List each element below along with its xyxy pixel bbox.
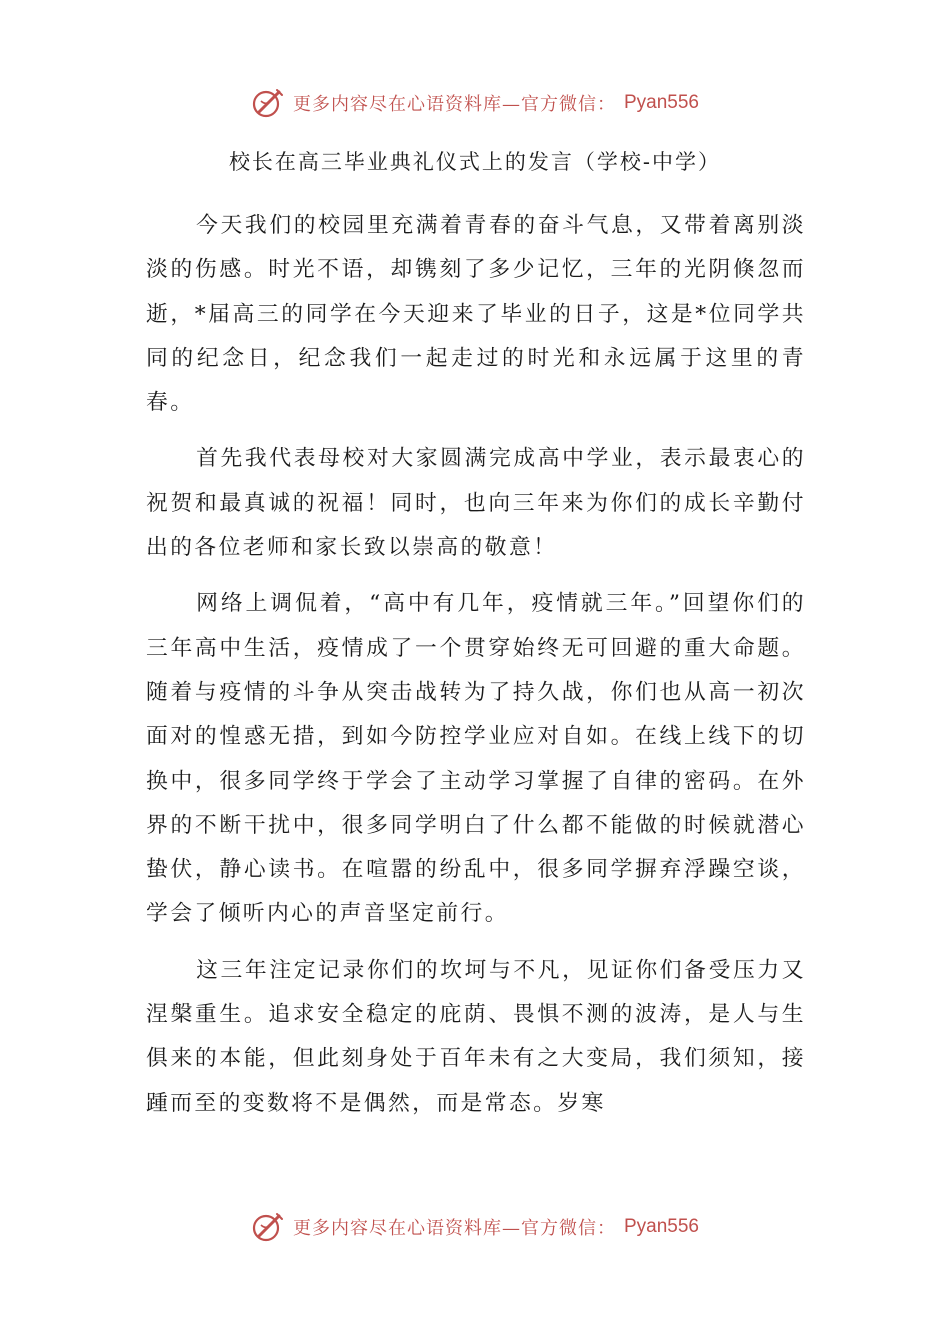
pen-logo-icon [251,86,285,120]
watermark-wechat-id: Pyan556 [623,92,699,113]
watermark-text: 更多内容尽在心语资料库—官方微信： [292,1218,616,1239]
paragraph: 网络上调侃着，“高中有几年，疫情就三年。”回望你们的三年高中生活，疫情成了一个贯穿始终无可回避的重大命题。随着与疫情的斗争从突击战转为了持久战，你们也从高一初次面对的惶惑无措，到如今防控学业应对自如。在线上线下的切换中，很多同学终于学会了主动学习掌握了自律的密码。在外界的不断干扰中，很多同学明白了什么都不能做的时候就潜心蛰伏，静心读书。在喧嚣的纷乱中，很多同学摒弃浮躁空谈，学会了倾听内心的声音坚定前行。 [146,591,806,927]
watermark-text: 更多内容尽在心语资料库—官方微信： [292,94,616,115]
paragraph: 今天我们的校园里充满着青春的奋斗气息，又带着离别淡淡的伤感。时光不语，却镌刻了多少记忆，三年的光阴倏忽而逝，*届高三的同学在今天迎来了毕业的日子，这是*位同学共同的纪念日，纪念我们一起走过的时光和永远属于这里的青春。 [146,213,806,416]
document-body [146,204,806,1138]
header-watermark [0,86,950,120]
paragraph: 首先我代表母校对大家圆满完成高中学业，表示最衷心的祝贺和最真诚的祝福！同时，也向三年来为你们的成长辛勤付出的各位老师和家长致以崇高的敬意！ [146,446,806,561]
document-title: 校长在高三毕业典礼仪式上的发言（学校-中学） [228,150,722,174]
pen-logo-icon [251,1210,285,1244]
footer-watermark [0,1210,950,1244]
paragraph: 这三年注定记录你们的坎坷与不凡，见证你们备受压力又涅槃重生。追求安全稳定的庇荫、畏惧不测的波涛，是人与生俱来的本能，但此刻身处于百年未有之大变局，我们须知，接踵而至的变数将不是偶然，而是常态。岁寒 [146,957,806,1116]
watermark-wechat-id: Pyan556 [623,1216,699,1237]
